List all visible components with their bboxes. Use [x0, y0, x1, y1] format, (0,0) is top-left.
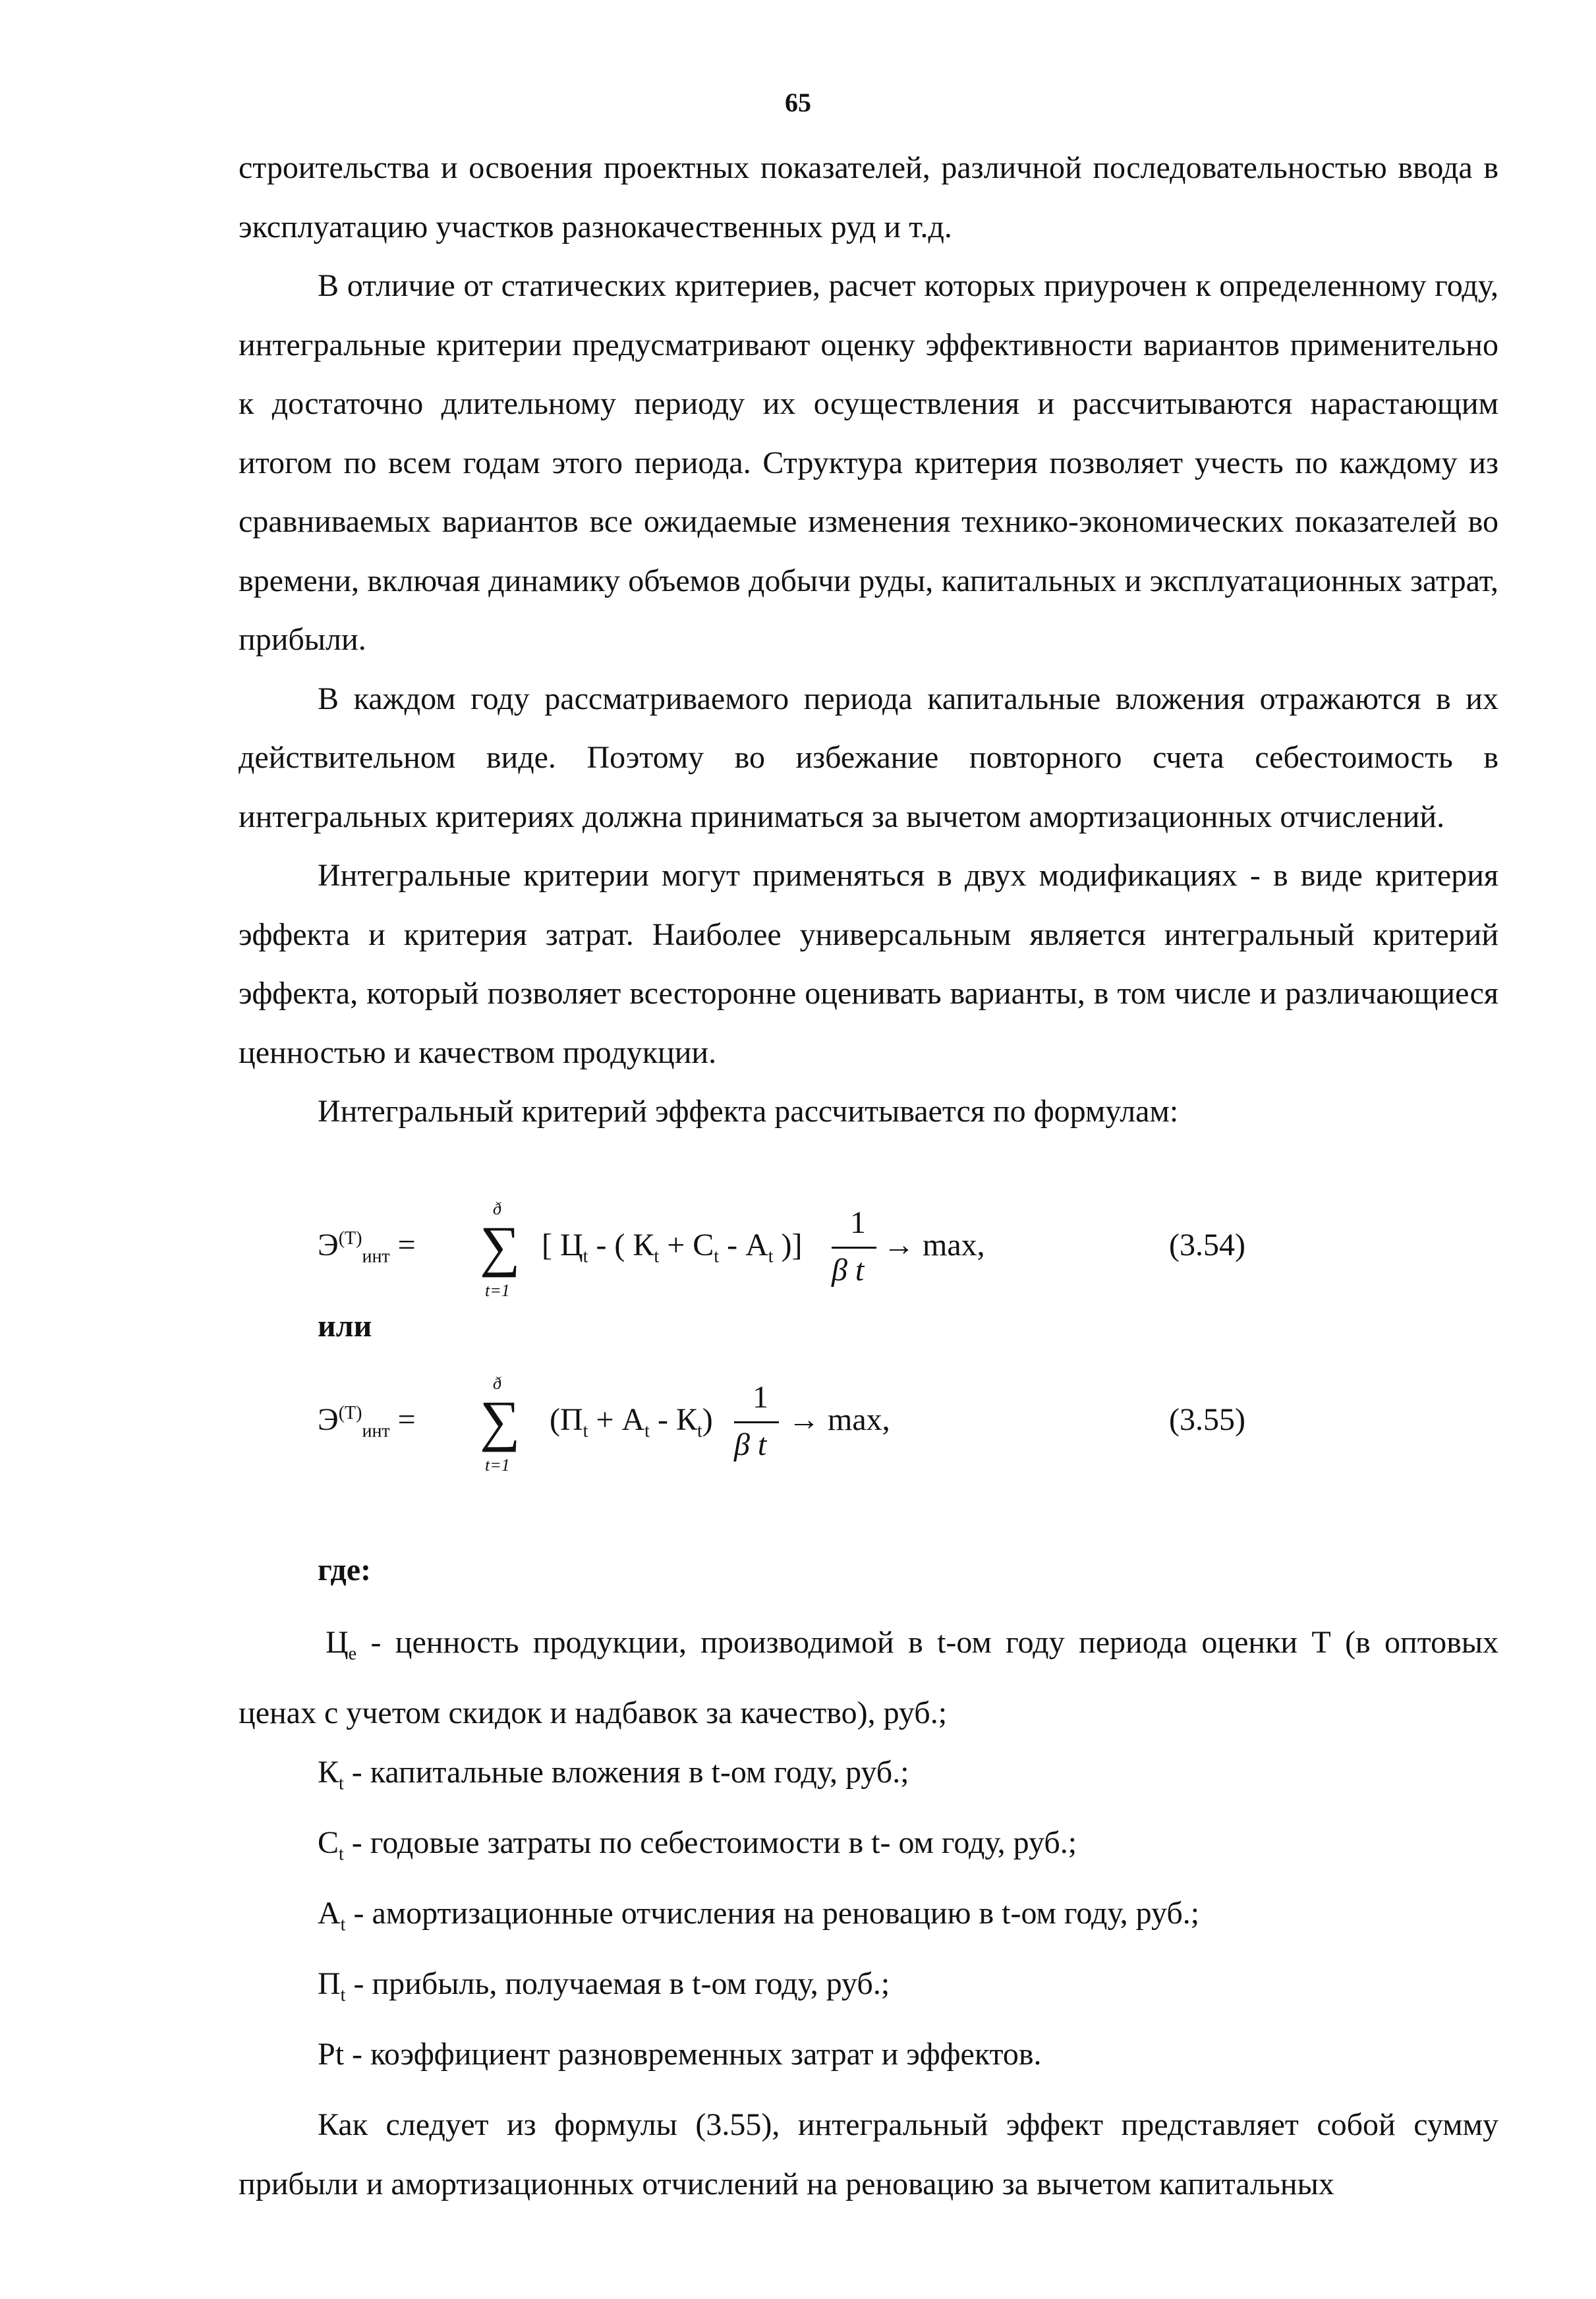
formula1-body: [ $Ц_t$ - ( $К_t + С_t - А_t$ )] — [542, 1228, 803, 1267]
body-text — [239, 138, 1498, 1141]
paragraph-3: В каждом году рассматриваемого периода капитальные вложения отражаются в их действительном виде. Поэтому во избежание повторного счета себестоимость в интегральных критериях должна приниматься за вычетом амортизационных отчислений. — [239, 681, 1498, 834]
formula2-sum-bottom: t=1 — [485, 1456, 510, 1475]
formula2-numerator: 1 — [753, 1380, 768, 1415]
definitions-list — [239, 1613, 1498, 2213]
definition-cost: $С_t$ - годовые затраты по себестоимости в t- ом году, руб.; — [318, 1825, 1077, 1865]
formula2-number: (3.55) — [1169, 1402, 1245, 1437]
paragraph-5: Интегральный критерий эффекта рассчитывается по формулам: — [318, 1094, 1179, 1129]
final-paragraph: Как следует из формулы (3.55), интегральный эффект представляет собой сумму прибыли и амортизационных отчислений на реновацию за вычетом капитальных — [239, 2107, 1498, 2201]
or-word: или — [318, 1309, 372, 1344]
formula1-lhs: $Э^{(Т)}_{инт}$ = — [318, 1228, 416, 1267]
definition-coefficient: Pt - коэффициент разновременных затрат и эффектов. — [318, 2036, 1042, 2072]
definition-profit: $П_t$ - прибыль, получаемая в t-ом году, руб.; — [318, 1966, 890, 2006]
formula1-sum-bottom: t=1 — [485, 1281, 510, 1300]
formula2-tail: → max, — [788, 1402, 890, 1437]
formula1-numerator: 1 — [850, 1205, 866, 1240]
definition-amortization: $А_t$ - амортизационные отчисления на реновацию в t-ом году, руб.; — [318, 1895, 1200, 1935]
formula1-denominator: β t — [832, 1253, 865, 1288]
formula-3-54 — [0, 1199, 1596, 1311]
paragraph-4: Интегральные критерии могут применяться в двух модификациях - в виде критерия эффекта и критерия затрат. Наиболее универсальным является интегральный критерий эффекта, который позволяет всесторонне оценивать варианты, в том числе и различающиеся ценностью и качеством продукции. — [239, 858, 1498, 1070]
formula1-fraction-line — [832, 1247, 876, 1249]
paragraph-1: строительства и освоения проектных показателей, различной последовательностью ввода в эксплуатацию участков разнокачественных руд и т.д. — [239, 150, 1498, 244]
where-word: где: — [318, 1552, 371, 1587]
formula2-fraction-line — [734, 1421, 779, 1423]
formula2-sum-top: ð — [493, 1374, 501, 1393]
formula1-number: (3.54) — [1169, 1228, 1245, 1263]
summation-sign: ∑ — [480, 1214, 521, 1278]
page-number: 65 — [785, 88, 811, 117]
formula1-sum-top: ð — [493, 1199, 501, 1218]
paragraph-2: В отличие от статических критериев, расчет которых приурочен к определенному году, интегральные критерии предусматривают оценку эффективности вариантов применительно к достаточно длительному периоду их осуществления и рассчитываются нарастающим итогом по всем годам этого периода. Структура критерия позволяет учесть по каждому из сравниваемых вариантов все ожидаемые изменения технико-экономических показателей во времени, включая динамику объемов добычи руды, капитальных и эксплуатационных затрат, прибыли. — [239, 268, 1498, 657]
formula-3-55 — [0, 1374, 1596, 1486]
definition-value: $Ц_е$ - ценность продукции, производимой в t-ом году периода оценки Т (в оптовых ценах с учетом скидок и надбавок за качество), руб.; — [239, 1625, 1498, 1731]
summation-sign: ∑ — [480, 1389, 521, 1452]
formula2-lhs: $Э^{(Т)}_{инт}$ = — [318, 1402, 416, 1442]
formula2-denominator: β t — [734, 1427, 767, 1462]
formula1-tail: → max, — [883, 1228, 985, 1263]
formula2-body: $(П_t + А_t - К_t)$ — [550, 1402, 713, 1442]
definition-capital: $К_t$ - капитальные вложения в t-ом году, руб.; — [318, 1754, 909, 1794]
